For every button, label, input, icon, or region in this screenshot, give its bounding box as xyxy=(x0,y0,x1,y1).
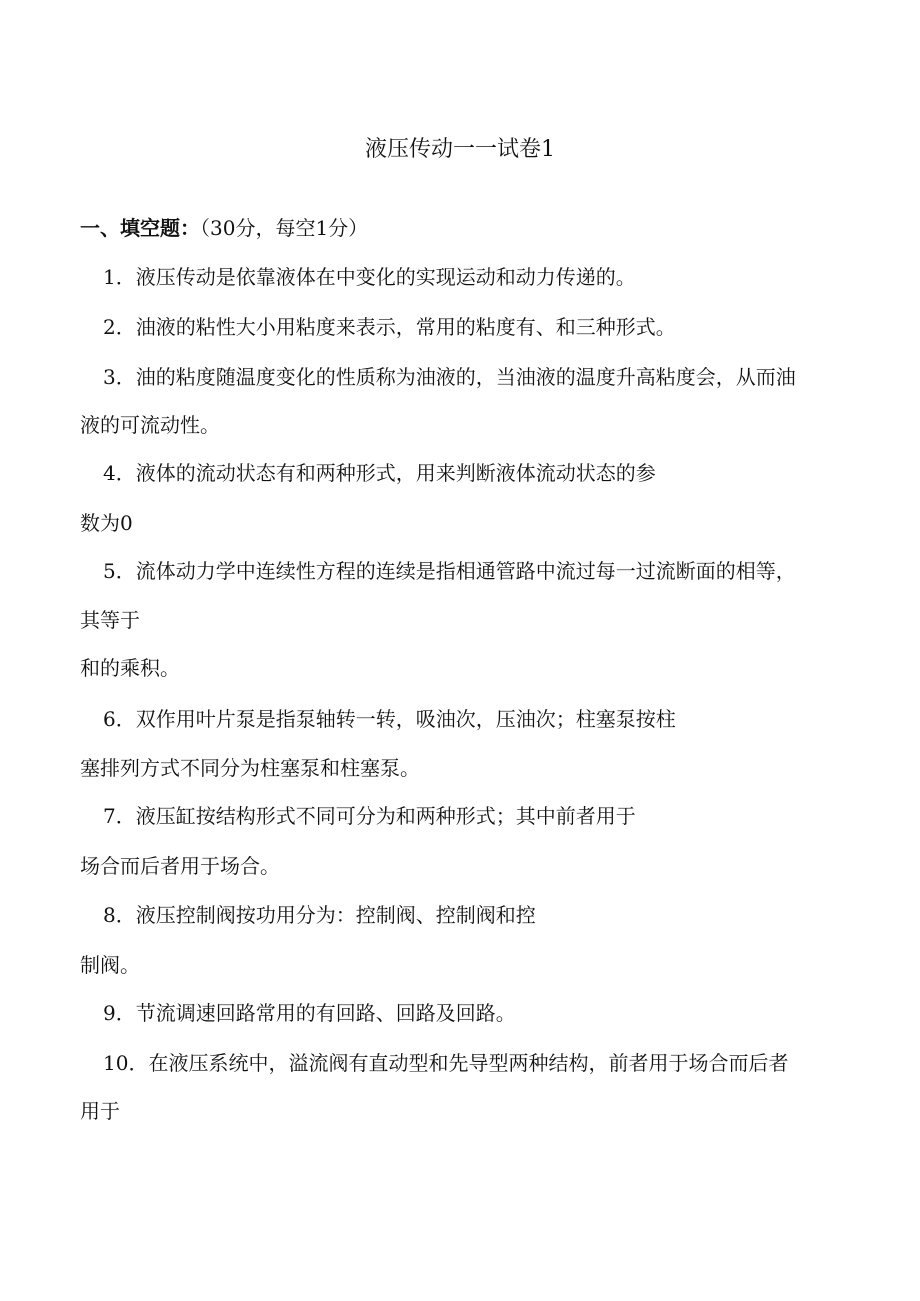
section-heading xyxy=(80,213,368,243)
question-5-line-3: 和的乘积。 xyxy=(80,656,180,680)
question-7-line-1: 7．液压缸按结构形式不同可分为和两种形式；其中前者用于 xyxy=(103,804,636,828)
question-7-line-2: 场合而后者用于场合。 xyxy=(80,854,280,878)
question-1-line-1: 1．液压传动是依靠液体在中变化的实现运动和动力传递的。 xyxy=(103,265,636,289)
exam-title: 液压传动一一试卷1 xyxy=(365,137,555,162)
question-5-line-1: 5．流体动力学中连续性方程的连续是指相通管路中流过每一过流断面的相等， xyxy=(103,559,796,583)
question-3-line-1: 3．油的粘度随温度变化的性质称为油液的，当油液的温度升高粘度会，从而油 xyxy=(103,365,796,389)
question-10-line-2: 用于 xyxy=(80,1099,120,1123)
question-6-line-1: 6．双作用叶片泵是指泵轴转一转，吸油次，压油次；柱塞泵按柱 xyxy=(103,707,676,731)
question-5-line-2: 其等于 xyxy=(80,608,140,632)
question-4-line-2: 数为0 xyxy=(80,511,133,535)
question-4-line-1: 4．液体的流动状态有和两种形式，用来判断液体流动状态的参 xyxy=(103,461,656,485)
question-9-line-1: 9．节流调速回路常用的有回路、回路及回路。 xyxy=(103,1001,516,1025)
question-8-line-1: 8．液压控制阀按功用分为：控制阀、控制阀和控 xyxy=(103,903,536,927)
section-heading-label: 一、填空题： xyxy=(80,216,200,240)
question-10-line-1: 10．在液压系统中，溢流阀有直动型和先导型两种结构，前者用于场合而后者 xyxy=(103,1051,789,1075)
question-6-line-2: 塞排列方式不同分为柱塞泵和柱塞泵。 xyxy=(80,756,420,780)
question-3-line-2: 液的可流动性。 xyxy=(80,413,220,437)
question-8-line-2: 制阀。 xyxy=(80,953,140,977)
question-2-line-1: 2．油液的粘性大小用粘度来表示，常用的粘度有、和三种形式。 xyxy=(103,315,676,339)
section-heading-note: （30分，每空1分） xyxy=(200,216,369,240)
